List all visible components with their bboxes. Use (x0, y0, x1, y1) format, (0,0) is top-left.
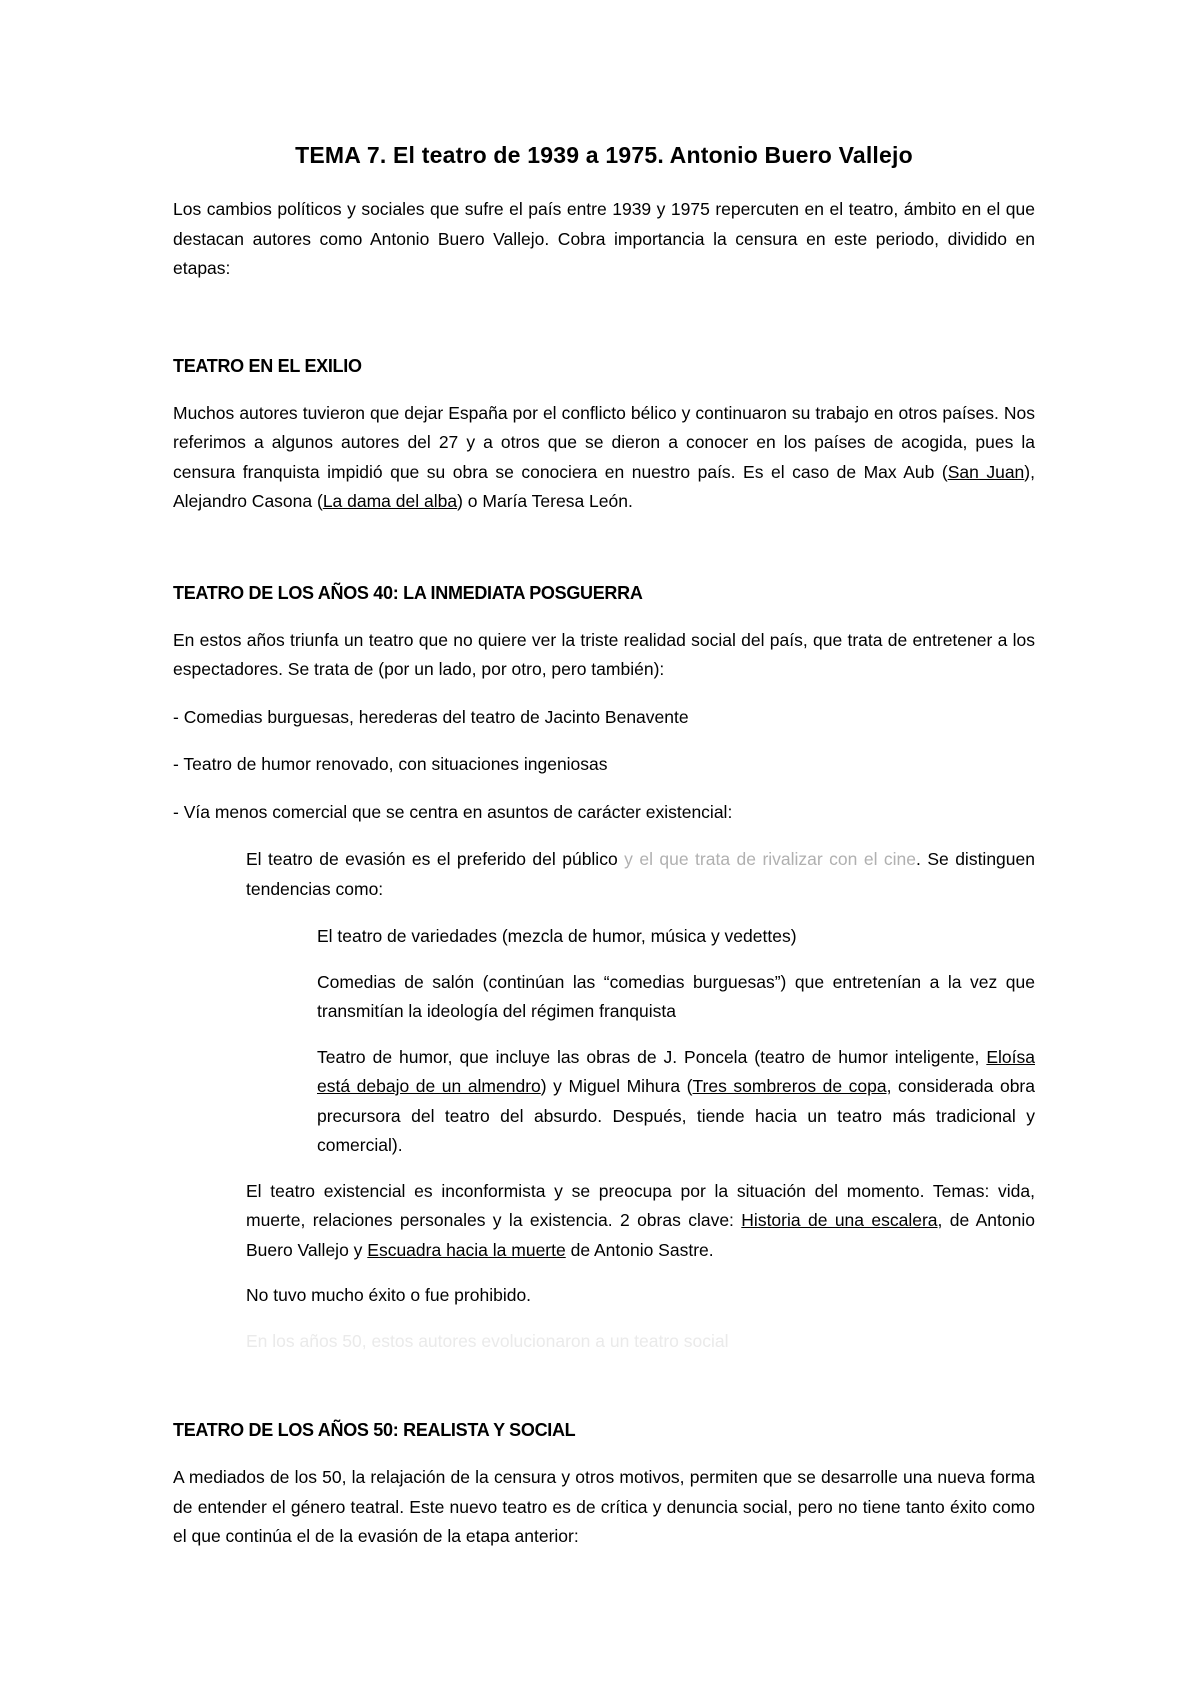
tendencia-teatro-humor (317, 1043, 1035, 1161)
intro-paragraph: Los cambios políticos y sociales que sufre el país entre 1939 y 1975 repercuten en el teatro, ámbito en el que destacan autores como Antonio Buero Vallejo. Cobra importancia la censura en este periodo, dividido en etapas: (173, 199, 1035, 278)
work-escuadra-muerte: Escuadra hacia la muerte (367, 1239, 566, 1260)
existencial-text-2: , de Antonio Buero Vallejo y (246, 1210, 1035, 1260)
evasion-text-1: El teatro de evasión es el preferido del público (246, 849, 618, 869)
exito-line: No tuvo mucho éxito o fue prohibido. (246, 1285, 532, 1305)
heading-anos-50: TEATRO DE LOS AÑOS 50: REALISTA Y SOCIAL (173, 1420, 576, 1440)
tendencia-comedias-salon: Comedias de salón (continúan las “comedias burguesas”) que entretenían a la vez que transmitían la ideología del régimen franquista (317, 971, 1035, 1021)
existencial-paragraph (246, 1177, 1035, 1266)
exilio-text-2: ), Alejandro Casona ( (173, 461, 1035, 511)
work-san-juan: San Juan (947, 461, 1025, 482)
document-body (173, 142, 1035, 1552)
faint-note: En los años 50, estos autores evolucionaron a un teatro social (246, 1330, 729, 1351)
exilio-text-1: Muchos autores tuvieron que dejar España por el conflicto bélico y continuaron su trabajo en otros países. Nos referimos a algunos autores del 27 y a otros que se dieron a conocer en los países de acogida, pues la censura franquista impidió que su obra se conociera en nuestro país. Es el caso de Max Aub ( (173, 402, 1035, 482)
evasion-paragraph (246, 845, 1035, 904)
bullet-via-existencial: - Vía menos comercial que se centra en asuntos de carácter existencial: (173, 801, 733, 822)
existencial-text-1: El teatro existencial es inconformista y se preocupa por la situación del momento. Temas: vida, muerte, relaciones personales y la existencia. 2 obras clave: (246, 1180, 1035, 1230)
bullet-comedias-burguesas: - Comedias burguesas, herederas del teatro de Jacinto Benavente (173, 706, 689, 727)
existencial-text-3: de Antonio Sastre. (565, 1239, 714, 1260)
bullet-teatro-humor: - Teatro de humor renovado, con situaciones ingeniosas (173, 754, 608, 774)
heading-exilio: TEATRO EN EL EXILIO (173, 355, 362, 376)
anos40-intro: En estos años triunfa un teatro que no quiere ver la triste realidad social del país, que trata de entretener a los espectadores. Se trata de (por un lado, por otro, pero también): (173, 629, 1035, 679)
work-eloisa: Eloísa está debajo de un almendro (317, 1046, 1035, 1096)
work-historia-escalera: Historia de una escalera (741, 1210, 938, 1230)
humor-text-2: ) y Miguel Mihura ( (540, 1076, 693, 1096)
page-title: TEMA 7. El teatro de 1939 a 1975. Antonio Buero Vallejo (295, 142, 913, 168)
exilio-text-3: ) o María Teresa León. (457, 491, 633, 511)
anos50-paragraph: A mediados de los 50, la relajación de la censura y otros motivos, permiten que se desarrolle una nueva forma de entender el género teatral. Este nuevo teatro es de crítica y denuncia social, pero no tiene tanto éxito como el que continúa el de la evasión de la etapa anterior: (173, 1467, 1035, 1546)
humor-text-1: Teatro de humor, que incluye las obras de J. Poncela (teatro de humor inteligente, (317, 1046, 987, 1067)
humor-text-3: considerada obra precursora del teatro del absurdo. Después, tiende hacia un teatro más tradicional y comercial). (317, 1076, 1035, 1155)
tendencia-variedades: El teatro de variedades (mezcla de humor, música y vedettes) (317, 926, 797, 946)
exilio-paragraph (173, 399, 1035, 517)
heading-anos-40: TEATRO DE LOS AÑOS 40: LA INMEDIATA POSGUERRA (173, 582, 643, 603)
work-tres-sombreros: Tres sombreros de copa, (692, 1076, 892, 1096)
evasion-text-2: . Se distinguen tendencias como: (246, 849, 1035, 899)
work-la-dama-del-alba: La dama del alba (322, 491, 458, 511)
evasion-faint-text: y el que trata de rivalizar con el cine (617, 849, 917, 869)
